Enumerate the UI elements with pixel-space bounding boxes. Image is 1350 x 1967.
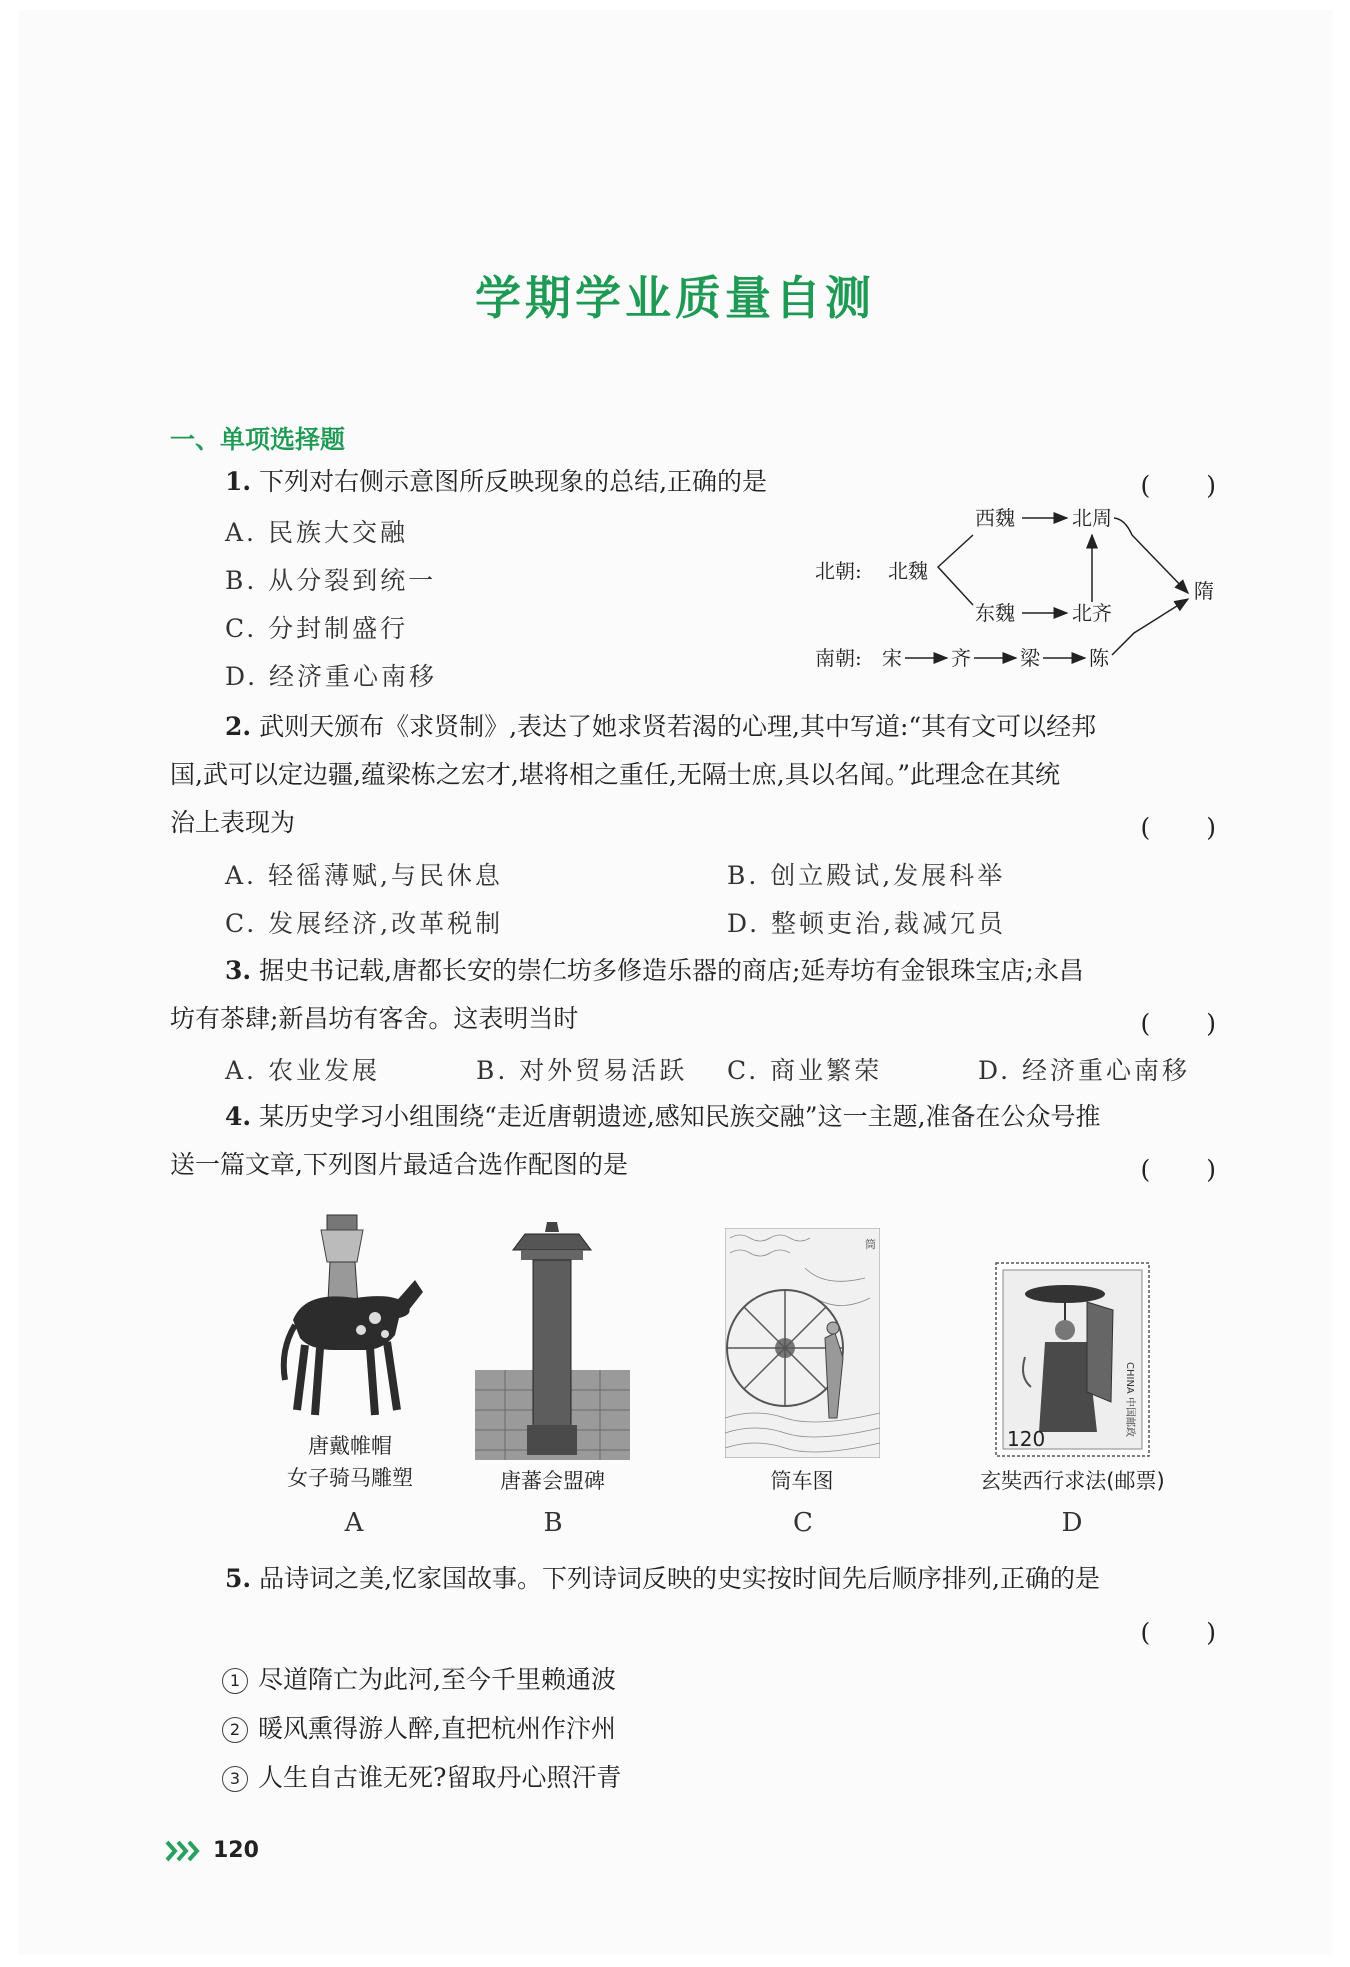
node-sui: 隋: [1194, 579, 1214, 603]
question-stem: 下列对右侧示意图所反映现象的总结,正确的是: [259, 467, 768, 496]
image-c-caption: 筒车图: [770, 1469, 834, 1493]
node-beiqi: 北齐: [1072, 601, 1112, 625]
north-label: 北朝:: [815, 559, 862, 583]
question-number: 2.: [225, 712, 252, 741]
page-title: 学期学业质量自测: [475, 271, 875, 325]
poem-text: 暖风熏得游人醉,直把杭州作汴州: [258, 1714, 616, 1743]
question-5: [170, 1555, 1215, 1603]
option-b[interactable]: B. 创立殿试,发展科举: [727, 861, 1006, 890]
poem-item-2: [222, 1709, 616, 1745]
node-song: 宋: [882, 646, 902, 670]
image-a-letter[interactable]: A: [344, 1508, 364, 1538]
image-c-waterwheel[interactable]: [725, 1228, 880, 1458]
circled-number: 3: [222, 1766, 248, 1792]
question-number: 3.: [225, 956, 252, 985]
option-a[interactable]: A. 民族大交融: [225, 518, 408, 547]
answer-parentheses[interactable]: ( ): [1140, 1618, 1218, 1647]
node-beizhou: 北周: [1072, 506, 1112, 530]
poem-text: 尽道隋亡为此河,至今千里赖通波: [258, 1665, 616, 1694]
question-line: 治上表现为: [170, 808, 296, 837]
question-line: 送一篇文章,下列图片最适合选作配图的是: [170, 1150, 628, 1179]
image-b-letter[interactable]: B: [543, 1508, 563, 1538]
poem-item-3: [222, 1758, 621, 1794]
image-c-letter[interactable]: C: [793, 1508, 813, 1538]
stamp-country: CHINA 中国邮政: [1124, 1362, 1135, 1437]
image-d-stamp[interactable]: [995, 1262, 1150, 1457]
chevron-right-icon: [165, 1838, 205, 1864]
image-b-stele[interactable]: [475, 1220, 630, 1460]
image-b-caption: 唐蕃会盟碑: [500, 1469, 605, 1493]
option-d[interactable]: D. 经济重心南移: [978, 1056, 1191, 1085]
image-d-letter[interactable]: D: [1061, 1508, 1083, 1538]
question-line: 坊有茶肆;新昌坊有客舍。这表明当时: [170, 1004, 579, 1033]
option-c[interactable]: C. 发展经济,改革税制: [225, 909, 504, 938]
answer-parentheses[interactable]: ( ): [1140, 1155, 1218, 1184]
option-a[interactable]: A. 轻徭薄赋,与民休息: [225, 861, 503, 890]
question-3: [170, 947, 1215, 1043]
question-line: 据史书记载,唐都长安的崇仁坊多修造乐器的商店;延寿坊有金银珠宝店;永昌: [259, 956, 1084, 985]
question-2: [170, 703, 1215, 847]
image-d-caption: 玄奘西行求法(邮票): [980, 1469, 1165, 1493]
circled-number: 1: [222, 1668, 248, 1694]
image-c-seal: 筒: [865, 1238, 876, 1251]
option-c[interactable]: C. 分封制盛行: [225, 614, 409, 643]
arrow-chen-sui: [1112, 599, 1188, 655]
question-number: 1.: [225, 467, 252, 496]
stamp-value: 120: [1007, 1427, 1046, 1451]
question-number: 4.: [225, 1102, 252, 1131]
answer-parentheses[interactable]: ( ): [1140, 471, 1218, 500]
option-b[interactable]: B. 从分裂到统一: [225, 566, 437, 595]
south-label: 南朝:: [815, 646, 862, 670]
node-xiwei: 西魏: [975, 506, 1015, 530]
option-a[interactable]: A. 农业发展: [225, 1056, 380, 1085]
node-beiwei: 北魏: [888, 559, 928, 583]
node-qi: 齐: [951, 646, 971, 670]
dynasty-diagram: [810, 505, 1230, 680]
question-line: 国,武可以定边疆,蕴梁栋之宏才,堪将相之重任,无隔士庶,具以名闻。”此理念在其统: [170, 760, 1061, 789]
node-liang: 梁: [1020, 646, 1040, 670]
image-a-caption-line2: 女子骑马雕塑: [287, 1466, 413, 1490]
node-dongwei: 东魏: [975, 601, 1015, 625]
poem-text: 人生自古谁无死?留取丹心照汗青: [258, 1763, 622, 1792]
question-number: 5.: [225, 1564, 252, 1593]
question-1: [170, 458, 1215, 506]
answer-parentheses[interactable]: ( ): [1140, 813, 1218, 842]
option-c[interactable]: C. 商业繁荣: [727, 1056, 883, 1085]
section-title: 一、单项选择题: [170, 425, 346, 454]
arrow-beizhou-sui: [1114, 518, 1188, 593]
question-4: [170, 1093, 1215, 1189]
split-bracket: [938, 535, 973, 605]
image-a-caption-line1: 唐戴帷帽: [308, 1434, 392, 1458]
question-stem: 品诗词之美,忆家国故事。下列诗词反映的史实按时间先后顺序排列,正确的是: [259, 1564, 1100, 1593]
circled-number: 2: [222, 1717, 248, 1743]
question-line: 武则天颁布《求贤制》,表达了她求贤若渴的心理,其中写道:“其有文可以经邦: [259, 712, 1097, 741]
answer-parentheses[interactable]: ( ): [1140, 1009, 1218, 1038]
option-b[interactable]: B. 对外贸易活跃: [476, 1056, 688, 1085]
node-chen: 陈: [1089, 646, 1109, 670]
image-a-horse-rider[interactable]: [275, 1210, 425, 1425]
poem-item-1: [222, 1660, 616, 1696]
page-number: 120: [213, 1838, 259, 1863]
option-d[interactable]: D. 整顿吏治,裁减冗员: [727, 909, 1006, 938]
question-line: 某历史学习小组围绕“走近唐朝遗迹,感知民族交融”这一主题,准备在公众号推: [259, 1102, 1101, 1131]
option-d[interactable]: D. 经济重心南移: [225, 662, 438, 691]
